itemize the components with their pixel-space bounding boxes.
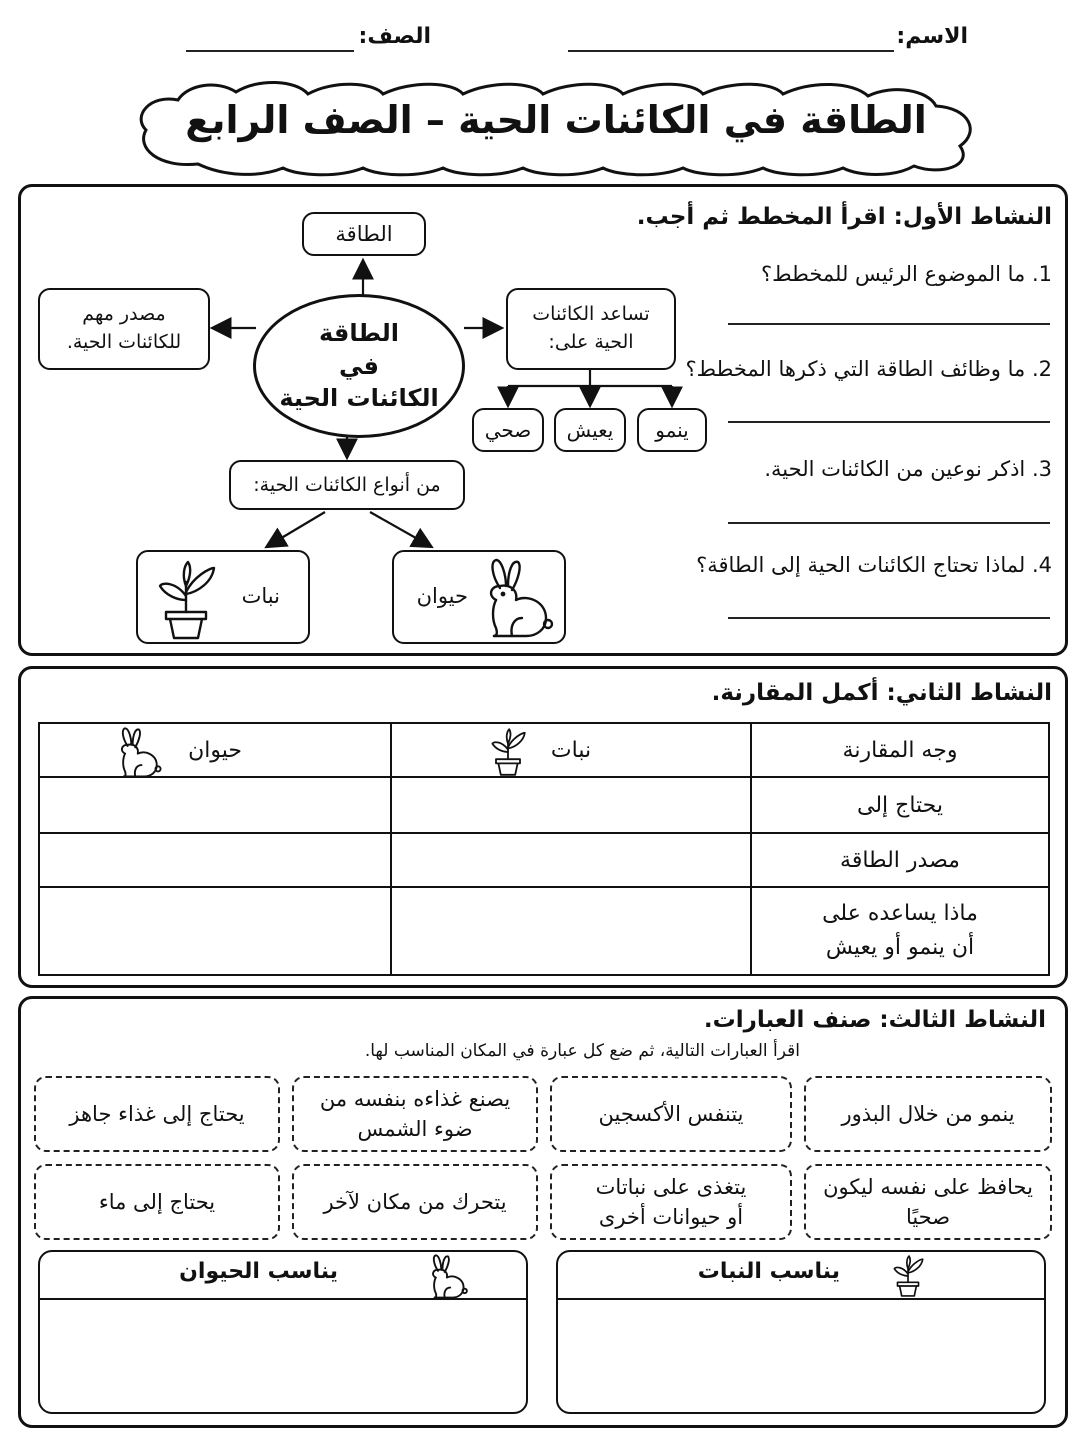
- col-header-plant: [391, 723, 751, 777]
- animal-sort-title: يناسب الحيوان: [179, 1259, 338, 1284]
- row3-line-1: ماذا يساعده على: [822, 900, 978, 926]
- help-grow-label: ينمو: [655, 418, 689, 442]
- cell-plant-needs[interactable]: [391, 777, 751, 833]
- cell-plant-energy[interactable]: [391, 833, 751, 887]
- question-2: 2. ما وظائف الطاقة التي ذكرها المخطط؟: [685, 357, 1052, 381]
- plant-sort-title: يناسب النبات: [697, 1259, 840, 1284]
- question-4: 4. لماذا تحتاج الكائنات الحية إلى الطاقة؟: [696, 553, 1052, 577]
- name-label: الاسم:: [896, 24, 968, 49]
- row-label-energy-source: مصدر الطاقة: [751, 833, 1049, 887]
- statement-card[interactable]: يحتاج إلى غذاء جاهز: [34, 1076, 280, 1152]
- help-healthy-label: صحي: [484, 418, 532, 442]
- statement-card[interactable]: يتحرك من مكان لآخر: [292, 1164, 538, 1240]
- center-line-1: الطاقة: [319, 319, 399, 348]
- center-line-2: في: [339, 351, 379, 380]
- diagram-top-box: [302, 212, 426, 256]
- statement-card[interactable]: يتنفس الأكسجين: [550, 1076, 792, 1152]
- rabbit-icon: [428, 1254, 468, 1300]
- plant-sort-box[interactable]: [556, 1250, 1046, 1414]
- question-1: 1. ما الموضوع الرئيس للمخطط؟: [761, 262, 1052, 286]
- left-box-line-1: مصدر مهم: [82, 303, 166, 326]
- row-label-needs: يحتاج إلى: [751, 777, 1049, 833]
- activity1-heading: النشاط الأول: اقرأ المخطط ثم أجب.: [636, 204, 1052, 230]
- statement-card[interactable]: يتغذى على نباتات أو حيوانات أخرى: [550, 1164, 792, 1240]
- left-box-line-2: للكائنات الحية.: [66, 331, 182, 353]
- row3-line-2: أن ينمو أو يعيش: [825, 935, 975, 960]
- activity2-heading: النشاط الثاني: أكمل المقارنة.: [711, 680, 1052, 706]
- statement-card[interactable]: ينمو من خلال البذور: [804, 1076, 1052, 1152]
- plant-pot-icon: [892, 1255, 924, 1297]
- plant-box: [136, 550, 310, 644]
- cell-animal-needs[interactable]: [39, 777, 391, 833]
- help-live-box: [554, 408, 626, 452]
- rabbit-icon: [482, 558, 554, 640]
- cell-animal-energy[interactable]: [39, 833, 391, 887]
- diagram-center-oval: [253, 294, 465, 438]
- center-line-3: الكائنات الحية: [279, 384, 439, 413]
- comparison-table: [38, 722, 1050, 976]
- diagram-left-box: [38, 288, 210, 370]
- animal-sort-box[interactable]: [38, 1250, 528, 1414]
- col-header-aspect: وجه المقارنة: [751, 723, 1049, 777]
- animal-box: [392, 550, 566, 644]
- class-label: الصف:: [358, 24, 431, 49]
- top-box-label: الطاقة: [335, 222, 393, 246]
- rabbit-icon: [116, 727, 162, 779]
- col-header-animal: [39, 723, 391, 777]
- statement-card[interactable]: يحافظ على نفسه ليكون صحيًا: [804, 1164, 1052, 1240]
- row-label-helps: [751, 887, 1049, 975]
- activity3-instruction: اقرأ العبارات التالية، ثم ضع كل عبارة في المكان المناسب لها.: [364, 1041, 800, 1061]
- diagram-right-box: [506, 288, 676, 370]
- question-3: 3. اذكر نوعين من الكائنات الحية.: [764, 457, 1052, 481]
- page-title: الطاقة في الكائنات الحية – الصف الرابع: [185, 98, 927, 142]
- help-grow-box: [637, 408, 707, 452]
- cell-plant-helps[interactable]: [391, 887, 751, 975]
- right-box-line-1: تساعد الكائنات: [532, 303, 650, 326]
- statement-card[interactable]: يصنع غذاءه بنفسه من ضوء الشمس: [292, 1076, 538, 1152]
- animal-label: حيوان: [416, 584, 468, 608]
- types-box: [229, 460, 465, 510]
- plant-pot-icon: [490, 728, 526, 776]
- types-label: من أنواع الكائنات الحية:: [253, 474, 441, 496]
- cell-animal-helps[interactable]: [39, 887, 391, 975]
- help-healthy-box: [472, 408, 544, 452]
- right-box-line-2: الحية على:: [548, 331, 634, 353]
- col-header-plant-label: نبات: [550, 737, 592, 763]
- help-live-label: يعيش: [566, 418, 614, 442]
- col-header-animal-label: حيوان: [188, 737, 242, 763]
- plant-label: نبات: [241, 584, 280, 608]
- statement-card[interactable]: يحتاج إلى ماء: [34, 1164, 280, 1240]
- plant-pot-icon: [156, 560, 216, 640]
- activity3-heading: النشاط الثالث: صنف العبارات.: [703, 1007, 1046, 1033]
